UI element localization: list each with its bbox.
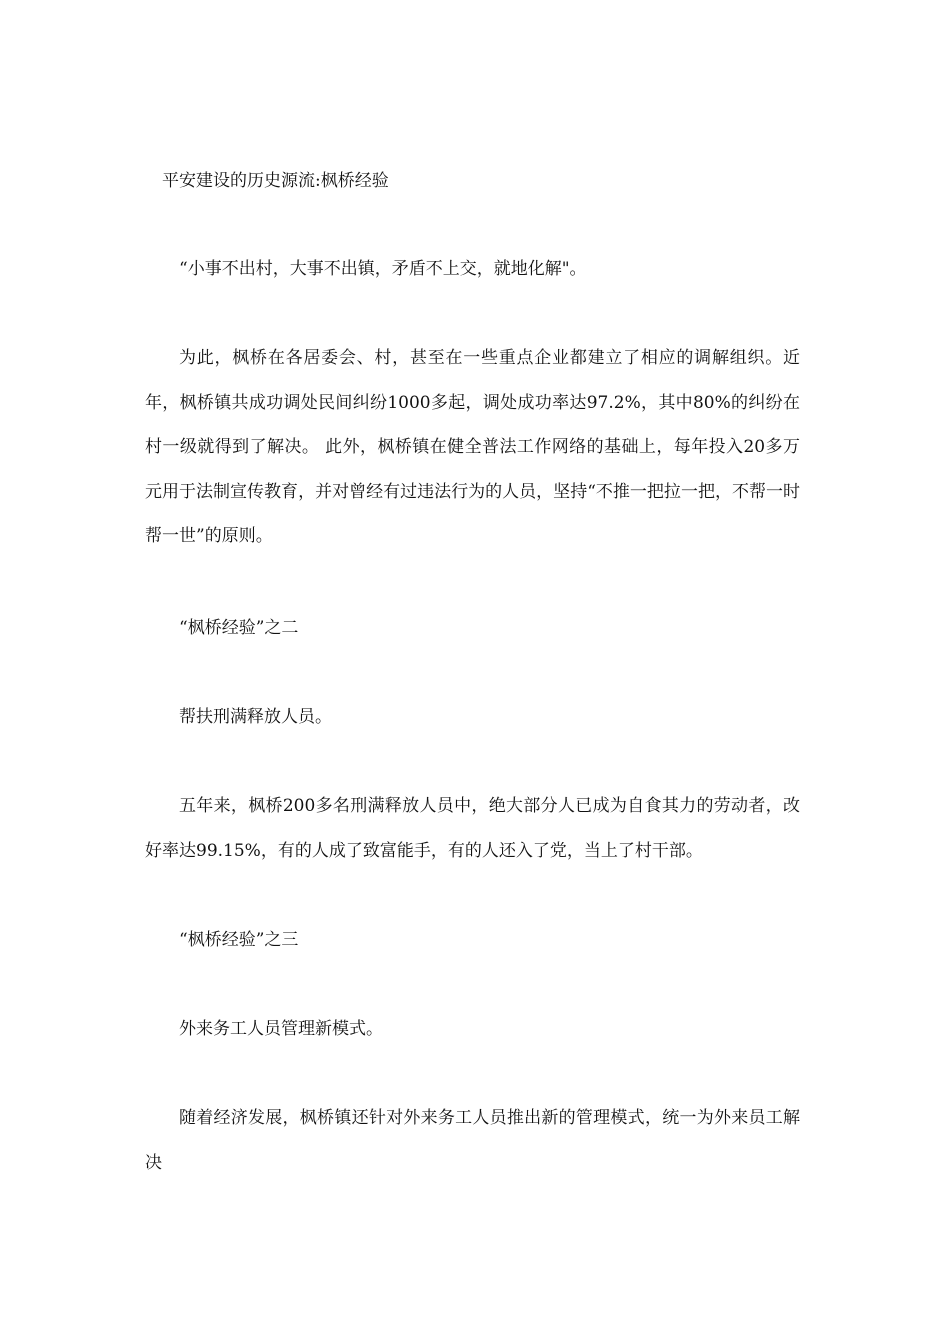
quote-line: “小事不出村，大事不出镇，矛盾不上交，就地化解"。 <box>179 259 587 279</box>
paragraph-mediation: 为此，枫桥在各居委会、村，甚至在一些重点企业都建立了相应的调解组织。近年，枫桥镇共成功调处民间纠纷1000多起，调处成功率达97.2%，其中80%的纠纷在村一级就得到了解决。 此外，枫桥镇在健全普法工作网络的基础上，每年投入20多万元用于法制宣传教育，并对曾经有过违法行为的人员，坚持“不推一把拉一把，不帮一时帮一世”的原则。 <box>145 348 800 546</box>
section-heading-3: “枫桥经验”之三 <box>179 930 299 950</box>
section-heading-2: “枫桥经验”之二 <box>179 618 299 638</box>
document-title: 平安建设的历史源流:枫桥经验 <box>162 171 389 191</box>
section-subtitle-3: 外来务工人员管理新模式。 <box>179 1019 383 1039</box>
paragraph-released-persons: 五年来，枫桥200多名刑满释放人员中，绝大部分人已成为自食其力的劳动者，改好率达99.15%，有的人成了致富能手，有的人还入了党，当上了村干部。 <box>145 796 800 861</box>
section-subtitle-2: 帮扶刑满释放人员。 <box>179 707 332 727</box>
paragraph-migrant-workers: 随着经济发展，枫桥镇还针对外来务工人员推出新的管理模式，统一为外来员工解决 <box>145 1108 800 1173</box>
